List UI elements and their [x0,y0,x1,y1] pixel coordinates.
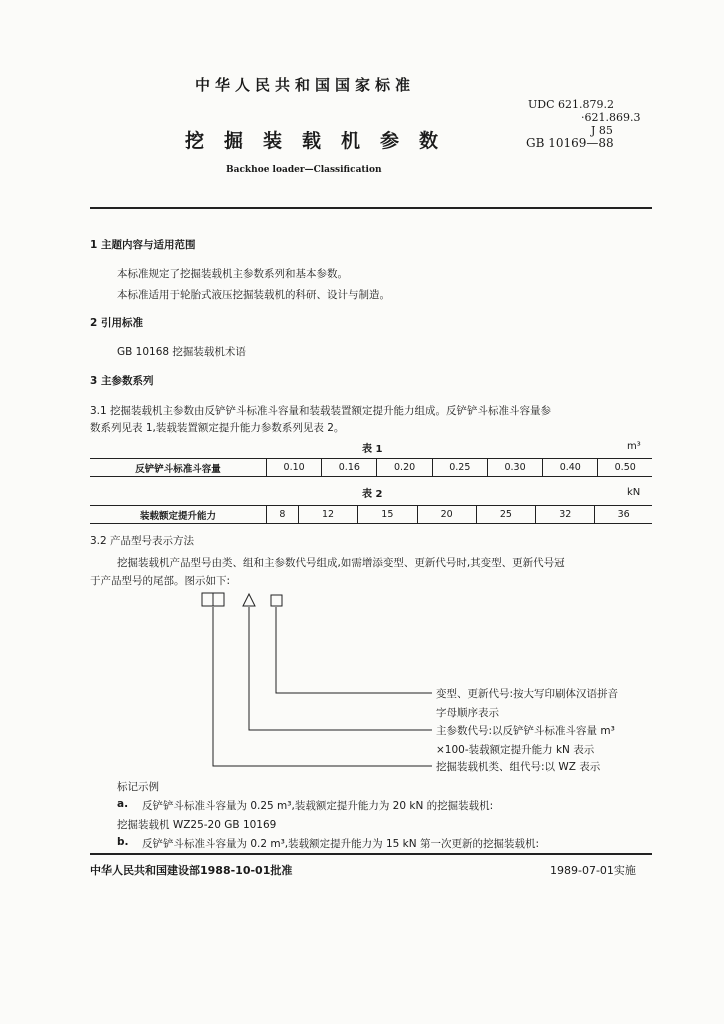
section-3-1-line-2: 数系列见表 1,装载装置额定提升能力参数系列见表 2。 [90,422,345,434]
class-group-box [202,593,213,606]
example-b-text: 反铲铲斗标准斗容量为 0.2 m³,装载额定提升能力为 15 kN 第一次更新的挖掘装载机: [142,838,539,850]
section-3-1-line-1: 3.1 挖掘装载机主参数由反铲铲斗标准斗容量和装载装置额定提升能力组成。反铲铲斗标准斗容量参 [90,405,552,417]
leader-line-3 [213,607,432,766]
example-b-label: b. [117,836,129,848]
section-3-heading: 3 主参数系列 [90,375,154,387]
org-title: 中华人民共和国国家标准 [195,76,416,94]
gb-code: GB 10169—88 [526,136,614,150]
diagram-label-param-1: 主参数代号:以反铲铲斗标准斗容量 m³ [436,725,615,737]
reference-standard: GB 10168 挖掘装载机术语 [117,346,246,358]
diagram-label-variant-2: 字母顺序表示 [436,707,499,719]
section-1-para-1: 本标准规定了挖掘装载机主参数系列和基本参数。 [117,268,348,280]
table-2-cell: 32 [536,506,595,524]
table-1-cell: 0.30 [487,459,542,477]
class-group-box-2 [213,593,224,606]
table-2-cell: 20 [417,506,476,524]
table-2-cell: 12 [298,506,357,524]
example-a-label: a. [117,798,129,810]
table-1-cell: 0.25 [432,459,487,477]
diagram-label-class: 挖掘装载机类、组代号:以 WZ 表示 [436,761,601,773]
table-1-cell: 0.40 [543,459,598,477]
table-1-cell: 0.16 [322,459,377,477]
table-1-label: 反铲铲斗标准斗容量 [90,459,267,477]
section-2-heading: 2 引用标准 [90,317,143,329]
udc-line-2: ·621.869.3 [581,111,641,124]
table-2-cell: 36 [595,506,652,524]
leader-line-1 [276,607,432,693]
table-2-caption: 表 2 [362,489,383,500]
table-2-label: 装载额定提升能力 [90,506,267,524]
example-a-text: 反铲铲斗标准斗容量为 0.25 m³,装载额定提升能力为 20 kN 的挖掘装载机: [142,800,494,812]
table-2-cell: 15 [358,506,417,524]
footer-rule [90,853,652,855]
approval-line: 中华人民共和国建设部1988-10-01批准 [90,864,293,877]
variant-box [271,595,282,606]
udc-line-1: UDC 621.879.2 [528,98,614,111]
table-1-cell: 0.10 [267,459,322,477]
section-3-2-line-2: 于产品型号的尾部。图示如下: [90,575,231,587]
section-1-heading: 1 主题内容与适用范围 [90,239,196,251]
table-1-caption: 表 1 [362,444,383,455]
table-1-cell: 0.20 [377,459,432,477]
table-2-unit: kN [627,487,641,498]
section-3-2-line-1: 挖掘装载机产品型号由类、组和主参数代号组成,如需增添变型、更新代号时,其变型、更新代号冠 [117,557,565,569]
table-1-cell: 0.50 [598,459,652,477]
param-triangle [243,594,255,606]
table-1-unit: m³ [627,441,641,452]
document-title: 挖掘装载机参数 [185,130,459,152]
english-subtitle: Backhoe loader—Classification [226,165,382,175]
examples-heading: 标记示例 [117,781,159,793]
section-1-para-2: 本标准适用于轮胎式液压挖掘装载机的科研、设计与制造。 [117,289,390,301]
example-a-code: 挖掘装载机 WZ25-20 GB 10169 [117,819,277,831]
implementation-date: 1989-07-01实施 [550,864,636,877]
table-2-cell: 8 [267,506,299,524]
diagram-label-variant-1: 变型、更新代号:按大写印刷体汉语拼音 [436,688,619,700]
table-2-cell: 25 [476,506,535,524]
section-3-2-heading: 3.2 产品型号表示方法 [90,535,195,547]
diagram-label-param-2: ×100-装载额定提升能力 kN 表示 [436,744,595,756]
udc-line-3: J 85 [591,124,613,137]
